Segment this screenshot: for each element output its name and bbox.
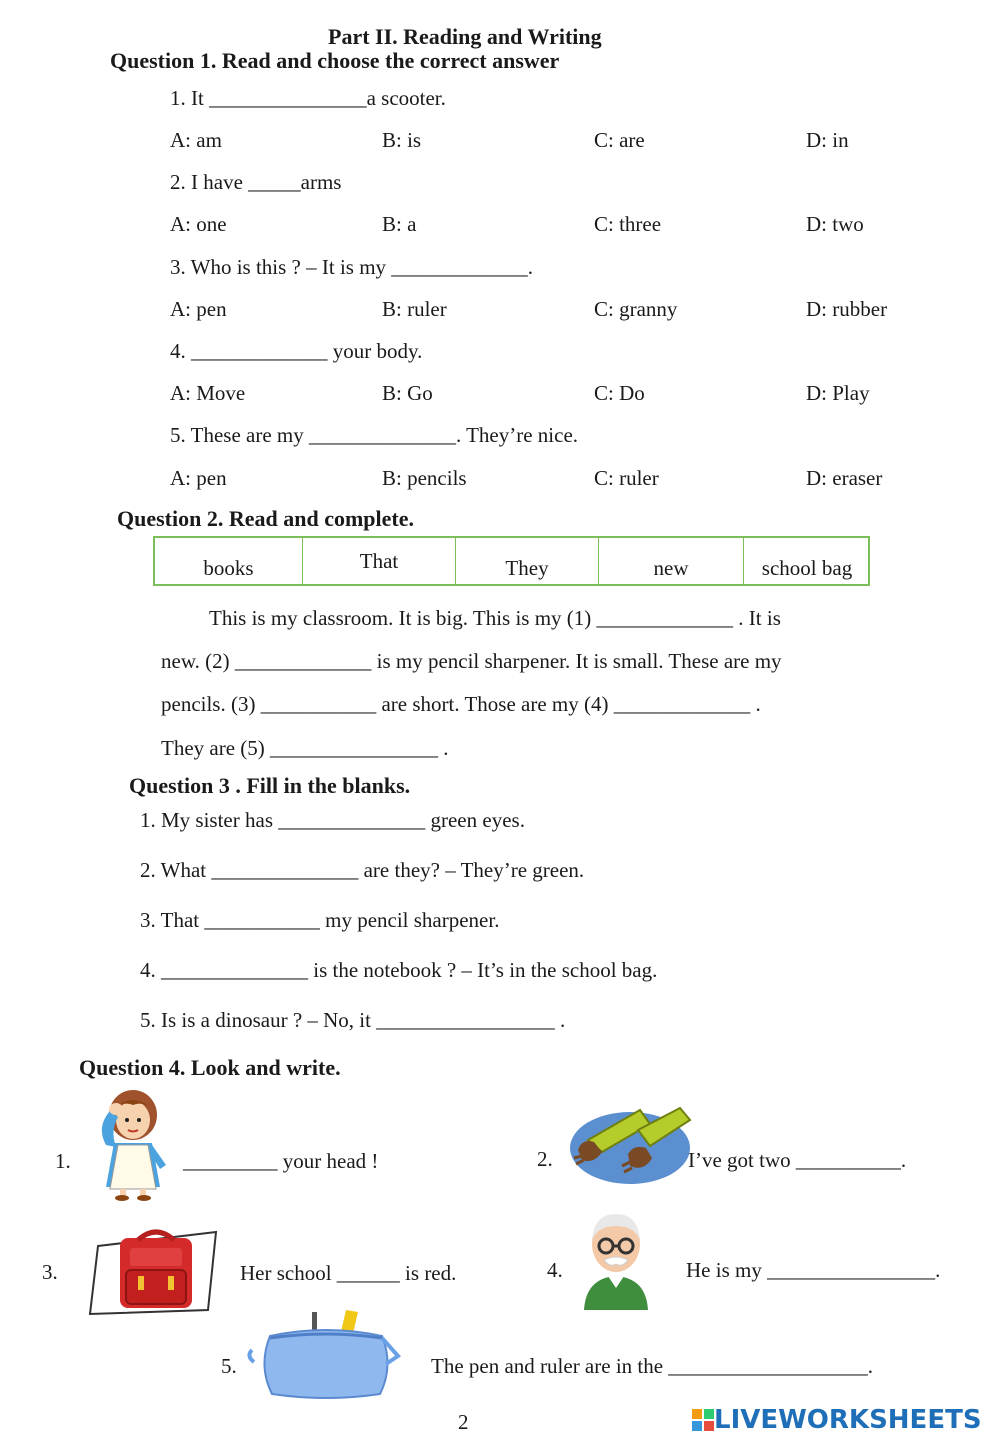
word-cell: school bag (761, 556, 853, 580)
q1-5-option-b[interactable]: B: pencils (382, 466, 467, 490)
q1-stem-5: 5. These are my ______________. They’re nice. (170, 423, 579, 447)
q1-5-option-a[interactable]: A: pen (170, 466, 227, 490)
q3-item: 3. That ___________ my pencil sharpener. (140, 908, 500, 932)
grandfather-icon (576, 1208, 656, 1310)
q1-3-option-d[interactable]: D: rubber (806, 297, 888, 321)
q4-item-5-number: 5. (221, 1354, 237, 1378)
q4-item-4-text: He is my ________________. (686, 1258, 941, 1282)
q4-item-1-number: 1. (55, 1149, 71, 1173)
q4-item-4-number: 4. (547, 1258, 563, 1282)
q1-4-option-b[interactable]: B: Go (382, 381, 433, 405)
q1-4-option-a[interactable]: A: Move (170, 381, 246, 405)
word-cell: new (599, 538, 744, 584)
q1-2-option-a[interactable]: A: one (170, 212, 227, 236)
q4-item-3-number: 3. (42, 1260, 58, 1284)
q1-stem-1: 1. It _______________a scooter. (170, 86, 446, 110)
logo-blocks-icon (692, 1409, 714, 1431)
q3-item: 2. What ______________ are they? – They’re green. (140, 858, 585, 882)
q1-heading: Question 1. Read and choose the correct answer (110, 48, 560, 73)
q4-item-2-number: 2. (537, 1147, 553, 1171)
q3-item: 1. My sister has ______________ green eyes. (140, 808, 525, 832)
q2-passage-line: pencils. (3) ___________ are short. Those are my (4) _____________ . (161, 692, 761, 716)
q1-3-option-c[interactable]: C: granny (594, 297, 678, 321)
q1-1-option-c[interactable]: C: are (594, 128, 645, 152)
word-cell: That (303, 538, 456, 584)
girl-touching-head-icon (88, 1087, 174, 1201)
q1-1-option-b[interactable]: B: is (382, 128, 422, 152)
q2-passage-line: They are (5) ________________ . (161, 736, 449, 760)
q2-heading: Question 2. Read and complete. (117, 506, 414, 531)
q3-heading: Question 3 . Fill in the blanks. (129, 773, 411, 798)
q1-3-option-a[interactable]: A: pen (170, 297, 227, 321)
q1-stem-3: 3. Who is this ? – It is my _____________. (170, 255, 534, 279)
page-title: Part II. Reading and Writing (328, 24, 602, 49)
word-box (153, 536, 870, 586)
q1-5-option-d[interactable]: D: eraser (806, 466, 883, 490)
page-number: 2 (458, 1410, 469, 1434)
q4-item-2-text: I’ve got two __________. (688, 1148, 907, 1172)
q1-5-option-c[interactable]: C: ruler (594, 466, 659, 490)
brand-name: LIVEWORKSHEETS (714, 1405, 982, 1435)
q1-stem-4: 4. _____________ your body. (170, 339, 423, 363)
q1-stem-2: 2. I have _____arms (170, 170, 342, 194)
q4-item-5-text: The pen and ruler are in the ___________________. (431, 1354, 874, 1378)
q1-2-option-d[interactable]: D: two (806, 212, 864, 236)
word-cell: books (155, 538, 303, 584)
q2-passage-line: This is my classroom. It is big. This is my (1) _____________ . It is (209, 606, 781, 630)
q3-item: 5. Is is a dinosaur ? – No, it _________________ . (140, 1008, 566, 1032)
q4-item-1-text: _________ your head ! (183, 1149, 379, 1173)
q1-1-option-d[interactable]: D: in (806, 128, 849, 152)
q1-4-option-d[interactable]: D: Play (806, 381, 870, 405)
pencil-case-icon (246, 1306, 406, 1402)
arms-icon (568, 1100, 694, 1188)
q1-3-option-b[interactable]: B: ruler (382, 297, 447, 321)
q4-item-3-text: Her school ______ is red. (240, 1261, 457, 1285)
red-school-bag-icon (86, 1226, 226, 1318)
word-cell: They (456, 538, 599, 584)
q1-4-option-c[interactable]: C: Do (594, 381, 645, 405)
q1-2-option-b[interactable]: B: a (382, 212, 417, 236)
q3-item: 4. ______________ is the notebook ? – It’s in the school bag. (140, 958, 658, 982)
q2-passage-line: new. (2) _____________ is my pencil sharpener. It is small. These are my (161, 649, 782, 673)
q1-2-option-c[interactable]: C: three (594, 212, 662, 236)
liveworksheets-logo (692, 1405, 982, 1435)
q4-heading: Question 4. Look and write. (79, 1055, 341, 1080)
q1-1-option-a[interactable]: A: am (170, 128, 222, 152)
